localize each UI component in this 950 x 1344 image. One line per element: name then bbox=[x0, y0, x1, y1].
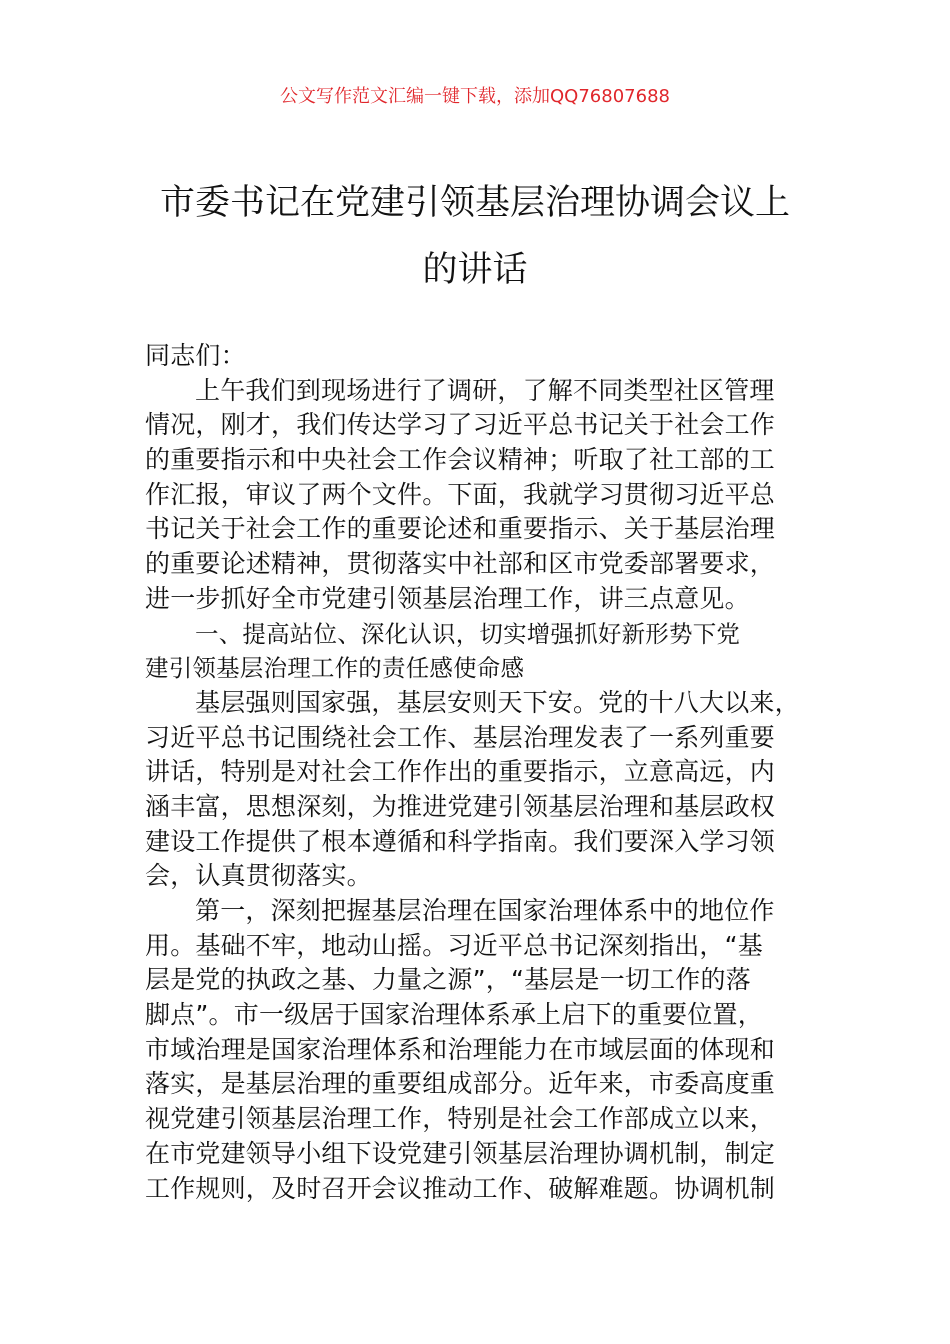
body-text-line: 视党建引领基层治理工作，特别是社会工作部成立以来， bbox=[145, 1104, 776, 1134]
section-heading-line: 一、提高站位、深化认识，切实增强抓好新形势下党 bbox=[195, 619, 741, 648]
body-text-line: 书记关于社会工作的重要论述和重要指示、关于基层治理 bbox=[145, 514, 776, 544]
body-text-line: 落实，是基层治理的重要组成部分。近年来，市委高度重 bbox=[145, 1069, 776, 1099]
body-text-line: 第一，深刻把握基层治理在国家治理体系中的地位作 bbox=[195, 896, 775, 925]
body-text-line: 层是党的执政之基、力量之源”，“基层是一切工作的落 bbox=[145, 965, 751, 995]
document-title-line-2: 的讲话 bbox=[422, 250, 528, 290]
body-text-line: 工作规则，及时召开会议推动工作、破解难题。协调机制 bbox=[145, 1173, 776, 1203]
body-text-line: 建设工作提供了根本遵循和科学指南。我们要深入学习领 bbox=[145, 826, 776, 856]
watermark-download-notice: 公文写作范文汇编一键下载，添加QQ76807688 bbox=[280, 86, 670, 107]
body-text-line: 会，认真贯彻落实。 bbox=[145, 861, 372, 891]
body-text-line: 的重要论述精神，贯彻落实中社部和区市党委部署要求， bbox=[145, 549, 776, 579]
body-text-line: 进一步抓好全市党建引领基层治理工作，讲三点意见。 bbox=[145, 583, 750, 613]
body-text-line: 讲话，特别是对社会工作作出的重要指示，立意高远，内 bbox=[145, 757, 776, 787]
body-text-line: 的重要指示和中央社会工作会议精神；听取了社工部的工 bbox=[145, 445, 776, 475]
body-text-line: 市域治理是国家治理体系和治理能力在市域层面的体现和 bbox=[145, 1034, 776, 1064]
body-text-line: 同志们： bbox=[145, 341, 246, 370]
document-title-line-1: 市委书记在党建引领基层治理协调会议上 bbox=[159, 183, 790, 223]
document-body bbox=[145, 339, 845, 1206]
body-text-line: 涵丰富，思想深刻，为推进党建引领基层治理和基层政权 bbox=[145, 791, 776, 821]
section-heading-line: 建引领基层治理工作的责任感使命感 bbox=[145, 654, 525, 683]
body-text-line: 在市党建领导小组下设党建引领基层治理协调机制，制定 bbox=[145, 1138, 776, 1168]
body-text-line: 习近平总书记围绕社会工作、基层治理发表了一系列重要 bbox=[145, 722, 776, 752]
body-text-line: 用。基础不牢，地动山摇。习近平总书记深刻指出，“基 bbox=[145, 930, 763, 960]
body-text-line: 基层强则国家强，基层安则天下安。党的十八大以来， bbox=[195, 687, 800, 717]
body-text-line: 作汇报，审议了两个文件。下面，我就学习贯彻习近平总 bbox=[145, 479, 776, 509]
body-text-line: 情况，刚才，我们传达学习了习近平总书记关于社会工作 bbox=[145, 410, 776, 440]
body-text-line: 上午我们到现场进行了调研，了解不同类型社区管理 bbox=[195, 375, 775, 405]
body-text-line: 脚点”。市一级居于国家治理体系承上启下的重要位置， bbox=[145, 1000, 763, 1030]
